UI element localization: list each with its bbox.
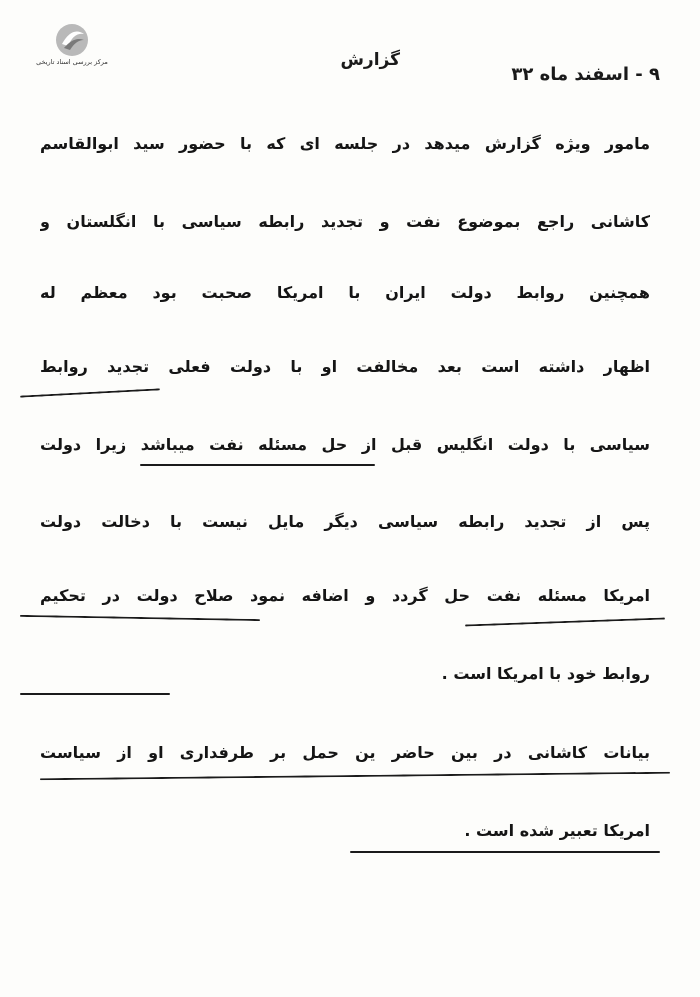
body-line-10: امریکا تعبیر شده است . bbox=[464, 821, 650, 840]
underline-5 bbox=[20, 693, 170, 695]
underline-6 bbox=[40, 772, 670, 781]
body-line-4: اظهار داشته است بعد مخالفت او با دولت فعلی تجدید روابط bbox=[40, 357, 650, 376]
underline-1 bbox=[20, 388, 160, 397]
body-line-7: امریکا مسئله نفت حل گردد و اضافه نمود صلاح دولت در تحکیم bbox=[40, 586, 650, 605]
underline-2 bbox=[140, 464, 375, 466]
body-line-8: روابط خود با امریکا است . bbox=[441, 664, 650, 683]
archive-logo bbox=[22, 22, 122, 70]
report-date: ۹ - اسفند ماه ۳۲ bbox=[511, 64, 660, 85]
body-line-9: بیانات کاشانی در بین حاضر ین حمل بر طرفداری او از سیاست bbox=[40, 743, 650, 762]
body-line-3: همچنین روابط دولت ایران با امریکا صحبت بود معظم له bbox=[40, 283, 650, 302]
body-line-5: سیاسی با دولت انگلیس قبل از حل مسئله نفت میباشد زیرا دولت bbox=[40, 435, 650, 454]
report-title: گزارش bbox=[340, 50, 400, 70]
body-line-1: مامور ویژه گزارش میدهد در جلسه ای که با حضور سید ابوالقاسم bbox=[40, 134, 650, 153]
underline-4 bbox=[465, 618, 665, 627]
underline-3 bbox=[20, 615, 260, 621]
archive-logo-icon bbox=[54, 22, 90, 58]
archive-logo-caption: مرکز بررسی اسناد تاریخی bbox=[36, 58, 108, 66]
body-line-2: کاشانی راجع بموضوع نفت و تجدید رابطه سیاسی با انگلستان و bbox=[40, 212, 650, 231]
body-line-6: پس از تجدید رابطه سیاسی دیگر مایل نیست با دخالت دولت bbox=[40, 512, 650, 531]
underline-7 bbox=[350, 851, 660, 853]
